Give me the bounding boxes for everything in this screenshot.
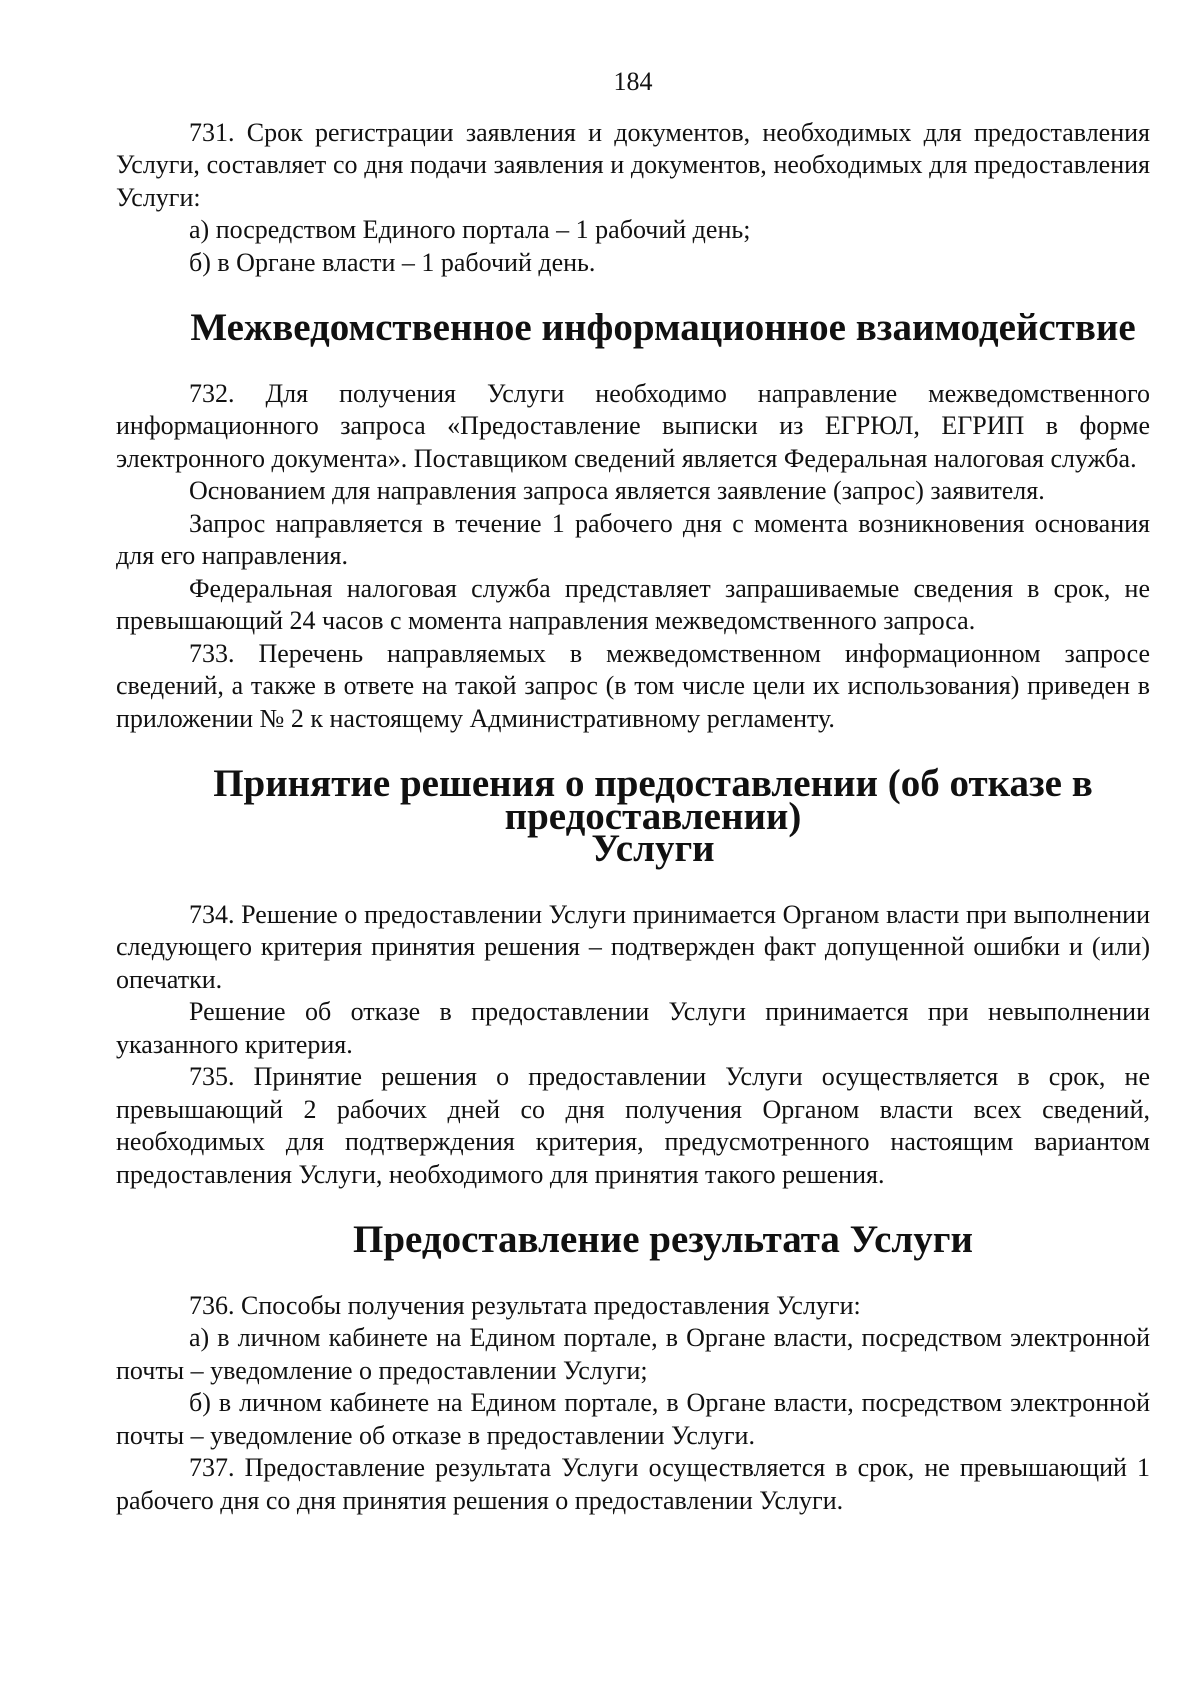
paragraph-736-a: а) в личном кабинете на Едином портале, в Органе власти, посредством электронной почты – уведомление о предоставлении Услуги; bbox=[116, 1323, 1150, 1385]
paragraph-731: 731. Срок регистрации заявления и документов, необходимых для предоставления Услуги, составляет со дня подачи заявления и документов, необходимых для предоставления Услуги: bbox=[116, 117, 1150, 212]
paragraph-733: 733. Перечень направляемых в межведомственном информационном запросе сведений, а также в ответе на такой запрос (в том числе цели их использования) приведен в приложении № 2 к настоящему Административному регламенту. bbox=[116, 638, 1150, 733]
section-heading-interagency: Межведомственное информационное взаимодействие bbox=[190, 306, 1136, 349]
paragraph-736: 736. Способы получения результата предоставления Услуги: bbox=[189, 1290, 861, 1320]
paragraph-735: 735. Принятие решения о предоставлении Услуги осуществляется в срок, не превышающий 2 рабочих дней со дня получения Органом власти всех сведений, необходимых для подтверждения критерия, предусмотренного настоящим вариантом предоставления Услуги, необходимого для принятия такого решения. bbox=[116, 1062, 1150, 1189]
document-page bbox=[116, 66, 1150, 1517]
paragraph-731-b: б) в Органе власти – 1 рабочий день. bbox=[189, 247, 596, 277]
paragraph-732-basis: Основанием для направления запроса является заявление (запрос) заявителя. bbox=[189, 476, 1045, 505]
section-heading-result: Предоставление результата Услуги bbox=[353, 1218, 973, 1261]
paragraph-734-refusal: Решение об отказе в предоставлении Услуги принимается при невыполнении указанного критерия. bbox=[116, 997, 1150, 1059]
paragraph-737: 737. Предоставление результата Услуги осуществляется в срок, не превышающий 1 рабочего дня со дня принятия решения о предоставлении Услуги. bbox=[116, 1453, 1150, 1515]
paragraph-736-b: б) в личном кабинете на Едином портале, в Органе власти, посредством электронной почты – уведомление об отказе в предоставлении Услуги. bbox=[116, 1388, 1150, 1450]
paragraph-731-a: а) посредством Единого портала – 1 рабочий день; bbox=[189, 215, 751, 244]
paragraph-732-timing: Запрос направляется в течение 1 рабочего дня с момента возникновения основания для его направления. bbox=[116, 508, 1150, 570]
section-heading-decision bbox=[116, 762, 1150, 870]
section-heading-decision-line-1: Принятие решения о предоставлении (об отказе в предоставлении) bbox=[213, 762, 1093, 838]
paragraph-734: 734. Решение о предоставлении Услуги принимается Органом власти при выполнении следующего критерия принятия решения – подтвержден факт допущенной ошибки и (или) опечатки. bbox=[116, 899, 1150, 994]
section-heading-decision-line-2: Услуги bbox=[591, 827, 715, 870]
paragraph-732: 732. Для получения Услуги необходимо направление межведомственного информационного запроса «Предоставление выписки из ЕГРЮЛ, ЕГРИП в форме электронного документа». Поставщиком сведений является Федеральная налоговая служба. bbox=[116, 378, 1150, 473]
paragraph-732-fns: Федеральная налоговая служба представляет запрашиваемые сведения в срок, не превышающий 24 часов с момента направления межведомственного запроса. bbox=[116, 573, 1150, 635]
page-number: 184 bbox=[613, 67, 653, 96]
